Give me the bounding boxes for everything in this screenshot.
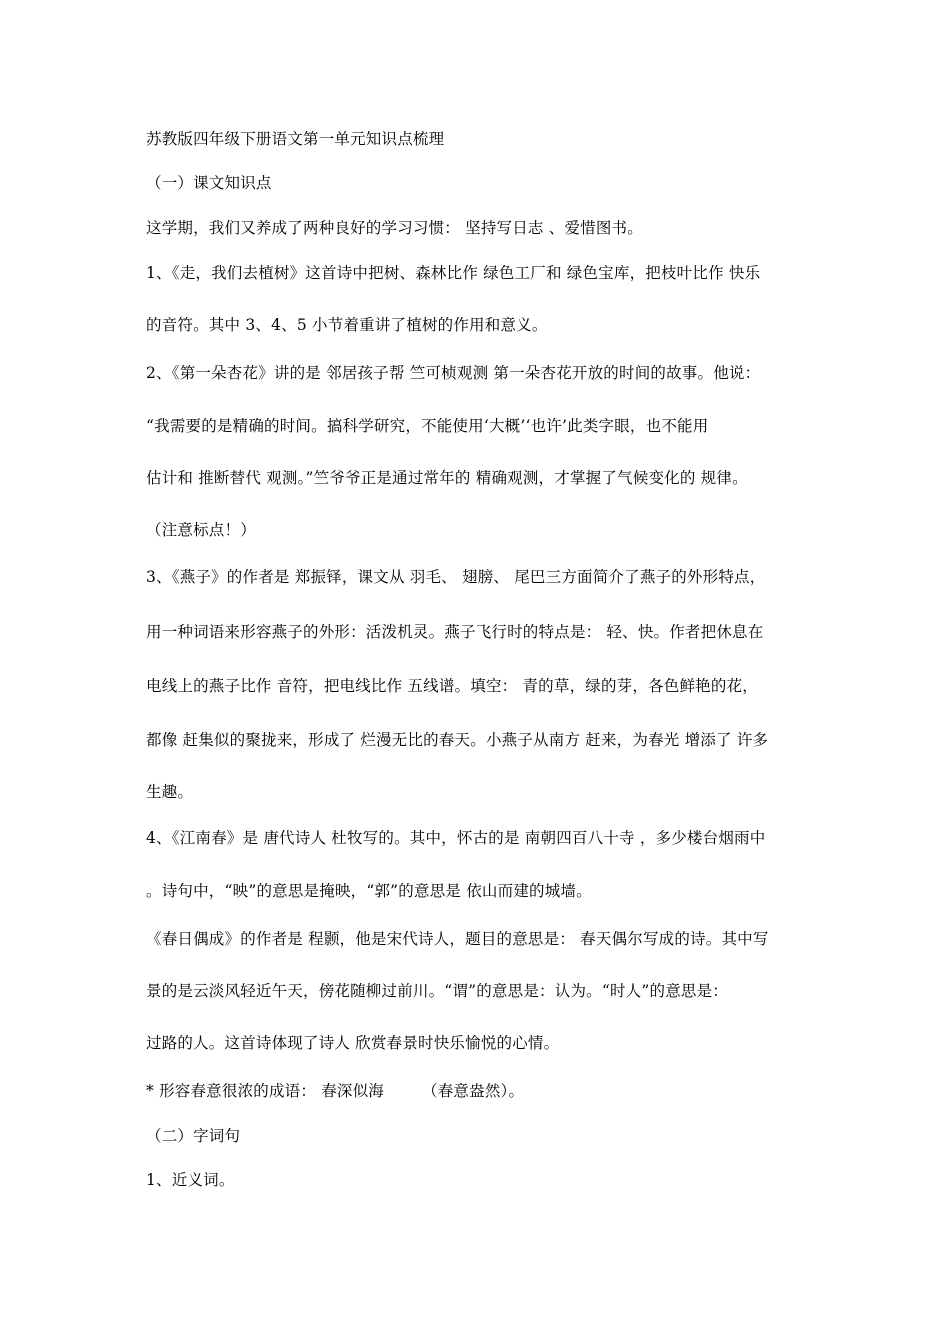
text-line: 用一种词语来形容燕子的外形：活泼机灵。燕子飞行时的特点是： 轻、快。作者把休息在 [146, 623, 764, 641]
text-line: 生趣。 [146, 783, 194, 801]
text-line: “我需要的是精确的时间。搞科学研究，不能使用‘大概’‘也许’此类字眼，也不能用 [146, 417, 709, 435]
section-heading-2: （二）字词句 [146, 1127, 241, 1145]
text-line: 2、《第一朵杏花》讲的是 邻居孩子帮 竺可桢观测 第一朵杏花开放的时间的故事。他说： [146, 364, 761, 382]
idiom-prefix: * 形容春意很浓的成语： 春深似海 [146, 1082, 385, 1100]
intro-paragraph: 这学期，我们又养成了两种良好的学习习惯： 坚持写日志 、爱惜图书。 [146, 219, 643, 237]
text-line: 过路的人。这首诗体现了诗人 欣赏春景时快乐愉悦的心情。 [146, 1034, 560, 1052]
idiom-alt: （春意盎然）。 [422, 1082, 525, 1100]
section-heading-1: （一）课文知识点 [146, 174, 272, 192]
text-line: 《春日偶成》的作者是 程颢，他是宋代诗人，题目的意思是： 春天偶尔写成的诗。其中写 [146, 930, 769, 948]
text-line: 景的是云淡风轻近午天，傍花随柳过前川。“谓”的意思是：认为。“时人”的意思是： [146, 982, 728, 1000]
text-line: 1、《走，我们去植树》这首诗中把树、森林比作 绿色工厂和 绿色宝库，把枝叶比作 快乐 [146, 264, 761, 282]
text-line: 3、《燕子》的作者是 郑振铎，课文从 羽毛、 翅膀、 尾巴三方面简介了燕子的外形特点， [146, 568, 766, 586]
text-line: 都像 赶集似的聚拢来，形成了 烂漫无比的春天。小燕子从南方 赶来，为春光 增添了 许多 [146, 731, 769, 749]
text-line: 的音符。其中 3、4、5 小节着重讲了植树的作用和意义。 [146, 316, 548, 334]
text-line: 1、近义词。 [146, 1171, 235, 1189]
note-line: （注意标点！） [146, 521, 256, 539]
text-line: 估计和 推断替代 观测。”竺爷爷正是通过常年的 精确观测，才掌握了气候变化的 规律。 [146, 469, 748, 487]
text-line: 4、《江南春》是 唐代诗人 杜牧写的。其中，怀古的是 南朝四百八十寺 ，多少楼台烟雨中 [146, 829, 766, 847]
text-line: 电线上的燕子比作 音符，把电线比作 五线谱。填空： 青的草，绿的芽，各色鲜艳的花， [146, 677, 758, 695]
idiom-line [146, 1081, 524, 1101]
document-title: 苏教版四年级下册语文第一单元知识点梳理 [146, 130, 445, 148]
text-line: 。诗句中，“映”的意思是掩映，“郭”的意思是 依山而建的城墙。 [146, 882, 592, 900]
